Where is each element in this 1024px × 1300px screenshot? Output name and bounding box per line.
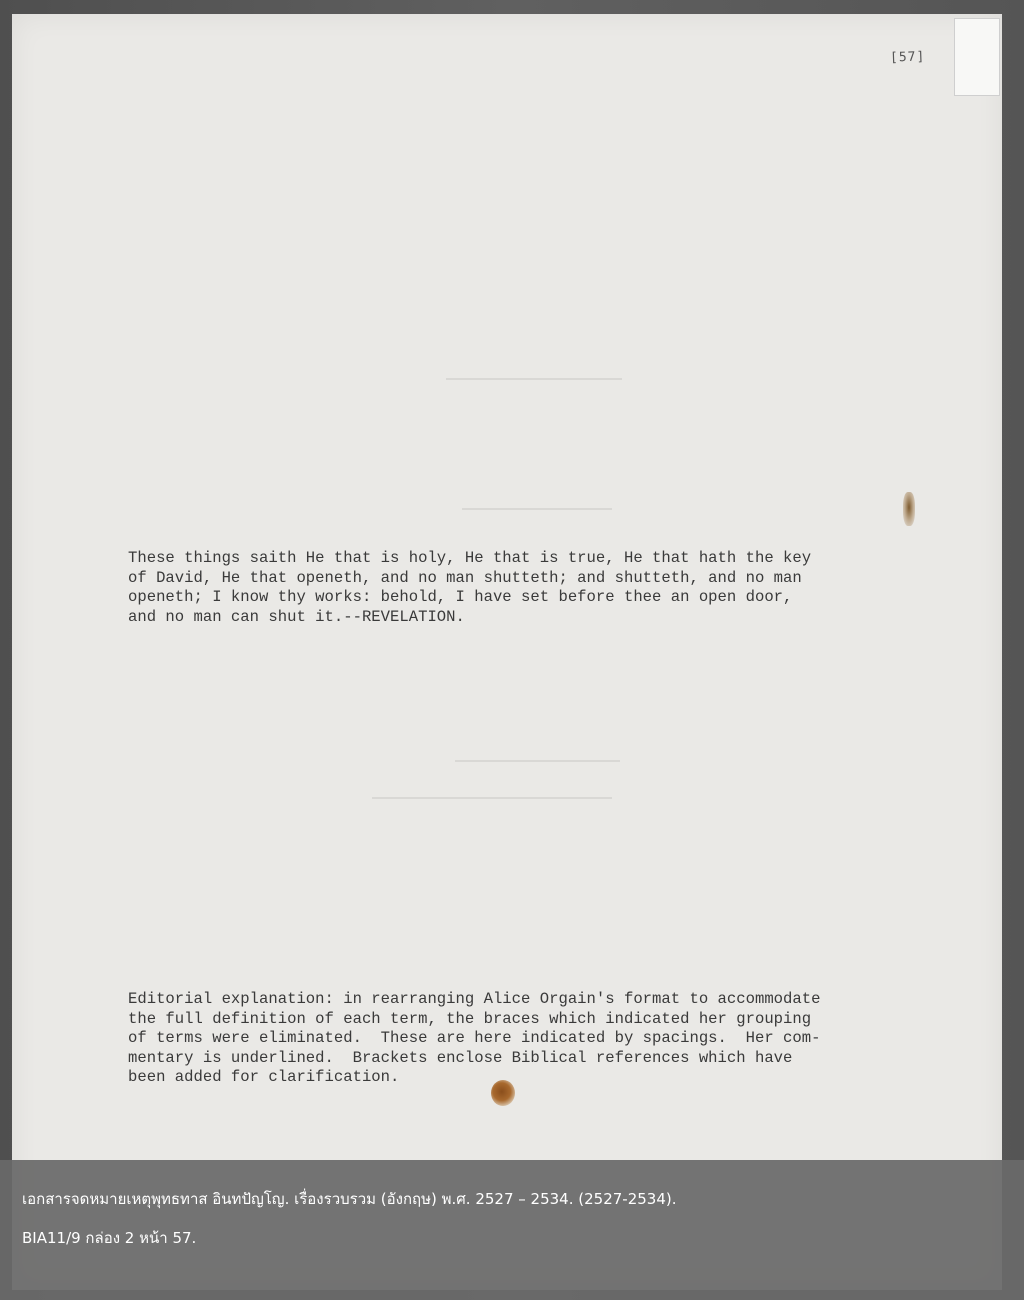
bleed-through-mark — [372, 797, 612, 799]
editorial-line: Editorial explanation: in rearranging Alice Orgain's format to accommodate — [128, 990, 821, 1008]
editorial-line: mentary is underlined. Brackets enclose Biblical references which have — [128, 1048, 793, 1067]
stain-mark — [903, 492, 915, 526]
editorial-line: been added for clarification. — [128, 1068, 400, 1087]
archive-caption — [0, 1160, 1024, 1300]
epigraph-line: openeth; I know thy works: behold, I have set before thee an open door, — [128, 588, 793, 607]
editorial-explanation — [128, 990, 820, 1088]
stain-mark — [491, 1080, 515, 1106]
epigraph-line: and no man can shut it.--REVELATION. — [128, 607, 465, 626]
bleed-through-mark — [462, 508, 612, 510]
bleed-through-mark — [455, 760, 620, 762]
epigraph-line: These things saith He that is holy, He that is true, He that hath the key — [128, 549, 812, 567]
epigraph-line: of David, He that openeth, and no man shutteth; and shutteth, and no man — [128, 568, 802, 587]
editorial-line: the full definition of each term, the braces which indicated her grouping — [128, 1009, 812, 1028]
caption-title: เอกสารจดหมายเหตุพุทธทาส อินทปัญโญ. เรื่องรวบรวม (อังกฤษ) พ.ศ. 2527 – 2534. (2527-2534). — [22, 1190, 677, 1208]
caption-reference: BIA11/9 กล่อง 2 หน้า 57. — [22, 1229, 197, 1247]
archive-tab — [954, 18, 1000, 96]
epigraph — [128, 549, 811, 627]
bleed-through-mark — [446, 378, 622, 380]
handwritten-page-number: [57] — [889, 49, 926, 66]
editorial-line: of terms were eliminated. These are here indicated by spacings. Her com- — [128, 1029, 821, 1048]
